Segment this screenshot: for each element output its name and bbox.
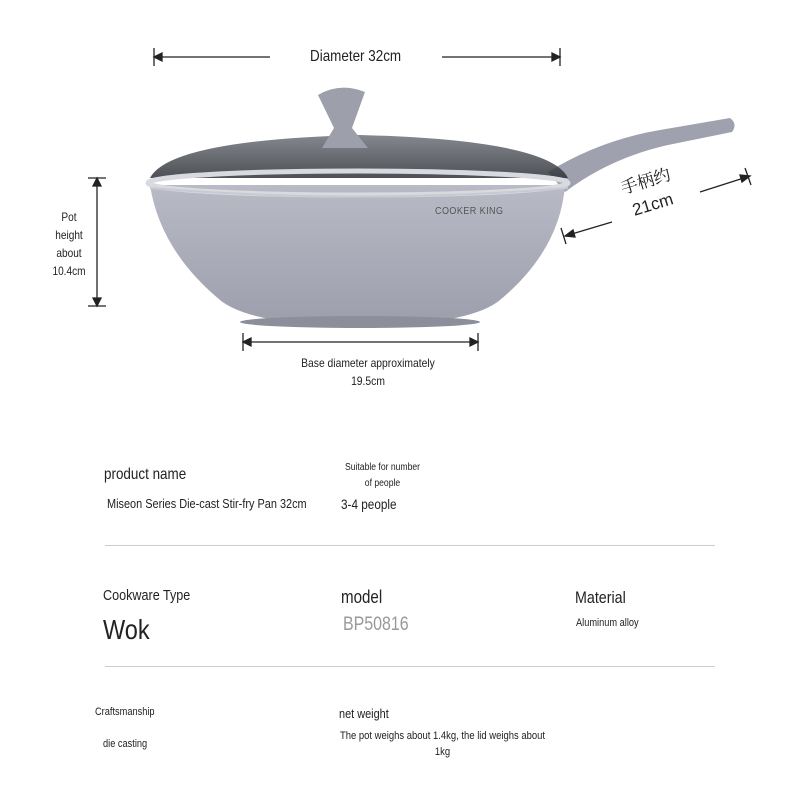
- base-line: 19.5cm: [351, 374, 385, 388]
- people-value: 3-4 people: [341, 496, 397, 512]
- material-value: Aluminum alloy: [576, 617, 639, 629]
- product-name-label: product name: [104, 466, 187, 483]
- net-weight-value: [337, 728, 548, 760]
- model-label: model: [341, 587, 383, 607]
- handle-label-len: 21cm: [630, 189, 676, 220]
- product-name-value: Miseon Series Die-cast Stir-fry Pan 32cm: [107, 496, 307, 511]
- height-line: about: [56, 246, 82, 260]
- net-weight-line: 1kg: [434, 746, 451, 758]
- cookware-type-label: Cookware Type: [103, 587, 191, 604]
- divider: [105, 666, 715, 667]
- base-line: Base diameter approximately: [301, 356, 435, 370]
- model-value: BP50816: [343, 614, 409, 635]
- base-diameter-label: [275, 354, 461, 390]
- net-weight-label: net weight: [339, 706, 389, 721]
- net-weight-line: The pot weighs about 1.4kg, the lid weighs about: [339, 730, 546, 742]
- craftsmanship-label: Craftsmanship: [95, 706, 155, 718]
- diameter-label: Diameter 32cm: [310, 48, 402, 65]
- height-line: Pot: [61, 210, 77, 224]
- height-label: [45, 208, 94, 280]
- brand-logo: COOKER KING: [435, 206, 504, 217]
- handle-label-cn: 手柄约: [618, 165, 673, 199]
- people-label: [337, 460, 427, 492]
- height-line: height: [55, 228, 83, 242]
- cookware-type-value: Wok: [103, 614, 150, 645]
- material-label: Material: [575, 588, 626, 607]
- people-label-line: of people: [364, 478, 401, 489]
- height-line: 10.4cm: [52, 264, 86, 278]
- craftsmanship-value: die casting: [103, 738, 148, 750]
- people-label-line: Suitable for number: [344, 462, 421, 473]
- divider: [105, 545, 715, 546]
